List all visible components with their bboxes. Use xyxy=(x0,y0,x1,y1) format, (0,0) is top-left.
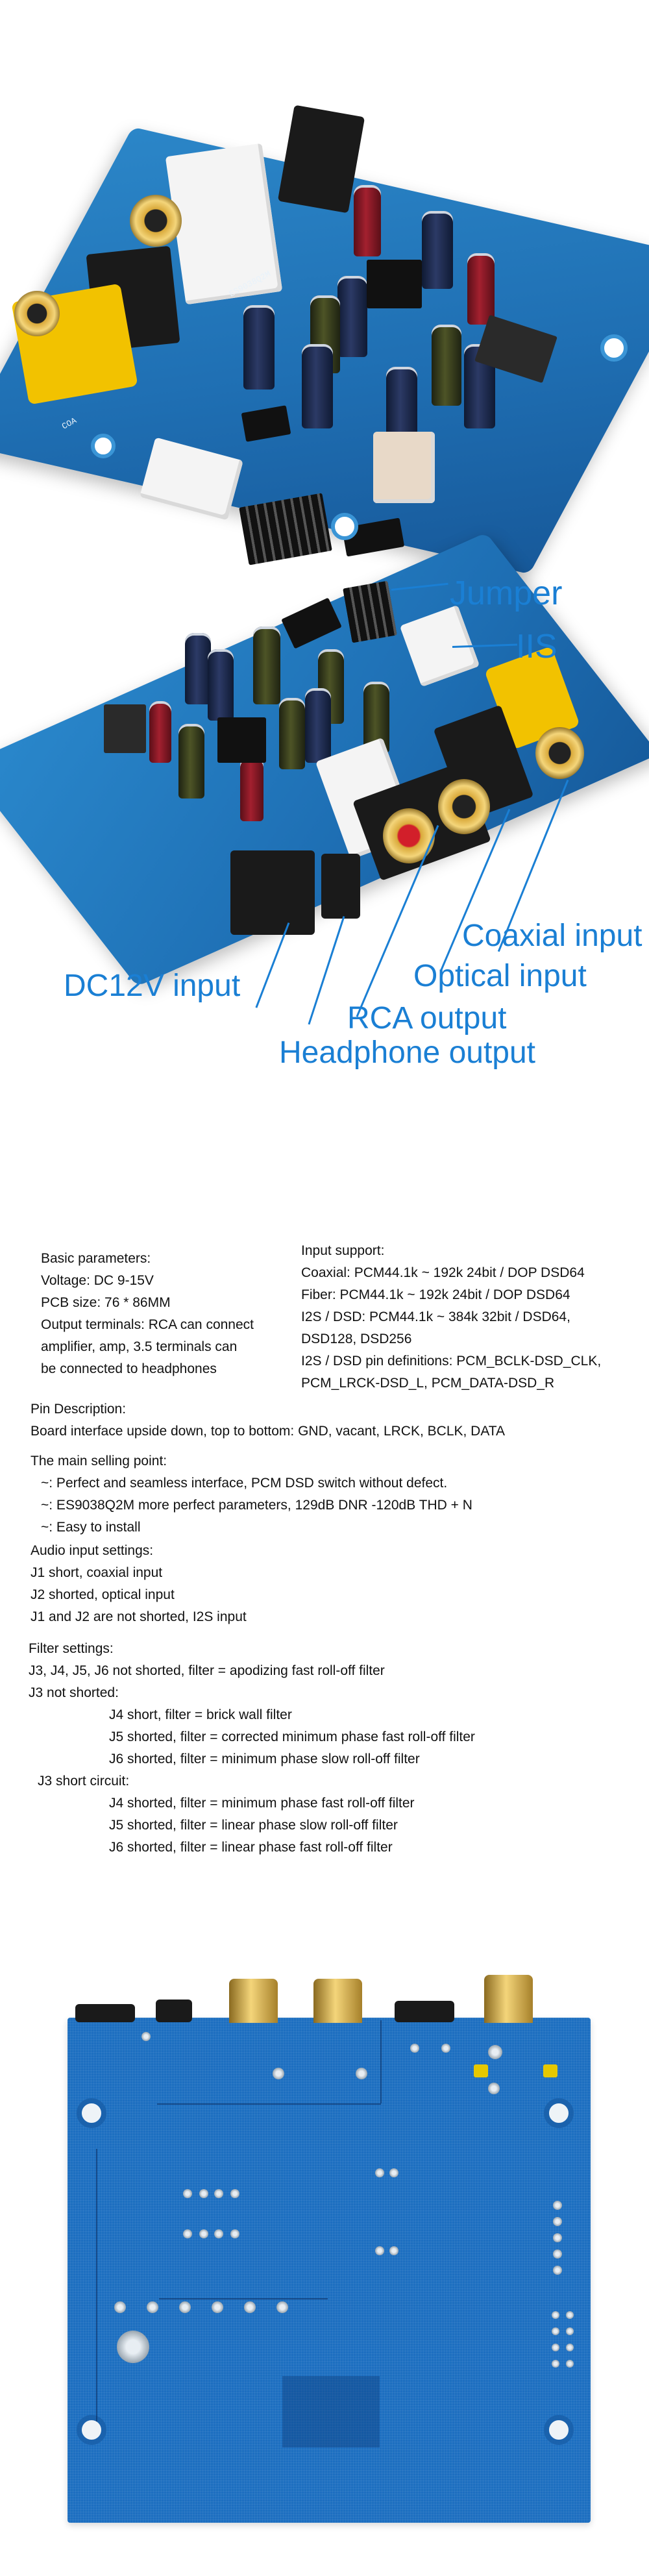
solder-pad xyxy=(553,2201,562,2210)
coaxial-jack-ring xyxy=(535,727,584,779)
capacitor xyxy=(253,626,280,704)
product-photo-top-view xyxy=(0,0,649,545)
solder-pad xyxy=(553,2217,562,2226)
spec-heading: Basic parameters: xyxy=(41,1251,151,1266)
optical-jack-edge xyxy=(395,2001,454,2022)
mounting-hole xyxy=(91,434,116,458)
solder-pad xyxy=(183,2229,192,2238)
spec-line: amplifier, amp, 3.5 terminals can xyxy=(41,1339,238,1354)
ground-plane xyxy=(282,2376,380,2447)
opamp-chip xyxy=(217,717,266,763)
capacitor xyxy=(432,325,461,406)
solder-pad xyxy=(552,2360,559,2368)
callout-dc12v-input: DC12V input xyxy=(64,969,241,1003)
coaxial-silkscreen: COA xyxy=(60,415,79,432)
spec-selling-points xyxy=(31,1450,472,1539)
spec-input-support xyxy=(301,1240,601,1394)
spec-heading: The main selling point: xyxy=(31,1454,167,1468)
spec-line: PCB size: 76 * 86MM xyxy=(41,1295,171,1310)
solder-pad xyxy=(212,2301,223,2313)
pcb-trace xyxy=(159,2298,328,2299)
solder-pad xyxy=(230,2189,239,2198)
spec-line: J1 and J2 are not shorted, I2S input xyxy=(31,1609,247,1624)
spec-line: J2 shorted, optical input xyxy=(31,1587,175,1602)
rca-jack-red xyxy=(383,808,435,863)
solder-pad xyxy=(389,2246,398,2255)
capacitor xyxy=(240,756,263,821)
solder-pad xyxy=(566,2327,574,2335)
jumper-header xyxy=(343,581,397,643)
spec-bullet: ~: ES9038Q2M more perfect parameters, 129dB DNR -120dB THD + N xyxy=(41,1498,472,1513)
spec-line: J4 short, filter = brick wall filter xyxy=(109,1707,292,1722)
spec-subheading: J3 not shorted: xyxy=(29,1685,119,1700)
spec-audio-input-settings xyxy=(31,1540,247,1628)
solder-pad xyxy=(566,2360,574,2368)
capacitor xyxy=(337,276,367,357)
capacitor xyxy=(149,701,171,763)
mounting-hole xyxy=(77,2098,106,2128)
capacitor xyxy=(208,649,234,721)
callout-optical-input: Optical input xyxy=(413,959,587,993)
rca-jack-white xyxy=(438,779,490,834)
voltage-regulator xyxy=(104,704,146,753)
solder-pad xyxy=(566,2344,574,2351)
solder-pad xyxy=(214,2229,223,2238)
spec-line: J6 shorted, filter = linear phase fast roll-off filter xyxy=(109,1840,393,1855)
spec-line: Voltage: DC 9-15V xyxy=(41,1273,154,1288)
spec-line: Coaxial: PCM44.1k ~ 192k 24bit / DOP DSD64 xyxy=(301,1265,585,1280)
mounting-hole xyxy=(77,2415,106,2445)
capacitor xyxy=(185,633,211,704)
power-connector xyxy=(373,432,435,503)
pcb-trace xyxy=(157,2103,381,2105)
rca-jack-right xyxy=(313,1979,362,2023)
solder-pad xyxy=(356,2068,367,2079)
rca-jack-gold xyxy=(130,195,182,247)
solder-pad xyxy=(566,2311,574,2319)
capacitor xyxy=(243,305,275,390)
solder-pad xyxy=(273,2068,284,2079)
yellow-component xyxy=(474,2064,488,2077)
dc-jack-edge xyxy=(75,2004,135,2022)
dc-power-jack xyxy=(230,850,315,935)
large-solder-pad xyxy=(117,2331,149,2363)
solder-pad xyxy=(375,2168,384,2177)
spec-heading: Pin Description: xyxy=(31,1402,127,1417)
yellow-component xyxy=(543,2064,557,2077)
mounting-hole xyxy=(600,334,628,362)
spec-line: J4 shorted, filter = minimum phase fast roll-off filter xyxy=(109,1796,415,1811)
spec-line: Output terminals: RCA can connect xyxy=(41,1317,254,1332)
spec-line: be connected to headphones xyxy=(41,1361,217,1376)
callout-iis: IIS xyxy=(516,628,557,665)
spec-basic-parameters xyxy=(41,1248,254,1380)
solder-pad xyxy=(488,2045,502,2059)
callout-coaxial-input: Coaxial input xyxy=(462,919,643,953)
spec-line: J1 short, coaxial input xyxy=(31,1565,163,1580)
mounting-hole xyxy=(331,513,358,540)
solder-pad xyxy=(199,2189,208,2198)
capacitor xyxy=(279,698,305,769)
solder-pad xyxy=(553,2266,562,2275)
solder-pad xyxy=(183,2189,192,2198)
spec-bullet: ~: Easy to install xyxy=(41,1520,141,1535)
spec-line: J3, J4, J5, J6 not shorted, filter = apodizing fast roll-off filter xyxy=(29,1663,385,1678)
opamp-chip xyxy=(367,260,422,308)
spec-line: DSD128, DSD256 xyxy=(301,1331,412,1346)
solder-pad xyxy=(553,2233,562,2242)
capacitor xyxy=(422,211,453,289)
capacitor xyxy=(302,344,333,428)
spec-line: Fiber: PCM44.1k ~ 192k 24bit / DOP DSD64 xyxy=(301,1287,570,1302)
coaxial-jack-ring xyxy=(14,291,60,336)
solder-pad xyxy=(552,2344,559,2351)
callout-headphone-output: Headphone output xyxy=(279,1035,536,1070)
mounting-hole xyxy=(544,2098,574,2128)
solder-pad xyxy=(179,2301,191,2313)
solder-pad xyxy=(552,2327,559,2335)
solder-pad xyxy=(488,2083,500,2094)
solder-pad xyxy=(552,2311,559,2319)
chip-marking: ES9038Q2M xyxy=(227,269,273,299)
spec-line: PCM_LRCK-DSD_L, PCM_DATA-DSD_R xyxy=(301,1376,555,1391)
solder-pad xyxy=(214,2189,223,2198)
spec-heading: Audio input settings: xyxy=(31,1543,154,1558)
spec-pin-description xyxy=(31,1398,505,1443)
callout-jumper: Jumper xyxy=(450,575,563,612)
spec-line: I2S / DSD: PCM44.1k ~ 384k 32bit / DSD64, xyxy=(301,1309,570,1324)
headphone-jack-edge xyxy=(156,2000,192,2022)
coaxial-jack-edge xyxy=(484,1975,533,2023)
solder-pad xyxy=(244,2301,256,2313)
capacitor xyxy=(354,185,381,256)
solder-pad xyxy=(375,2246,384,2255)
rca-jack-left xyxy=(229,1979,278,2023)
solder-pad xyxy=(114,2301,126,2313)
spec-heading: Filter settings: xyxy=(29,1641,114,1656)
solder-pad xyxy=(276,2301,288,2313)
solder-pad xyxy=(553,2249,562,2259)
spec-filter-settings xyxy=(29,1638,475,1859)
spec-line: J5 shorted, filter = linear phase slow roll-off filter xyxy=(109,1818,398,1833)
solder-pad xyxy=(230,2229,239,2238)
callout-rca-output: RCA output xyxy=(347,1001,507,1035)
spec-line: I2S / DSD pin definitions: PCM_BCLK-DSD_CLK, xyxy=(301,1354,602,1368)
spec-heading: Input support: xyxy=(301,1243,385,1258)
solder-pad xyxy=(441,2044,450,2053)
spec-subheading: J3 short circuit: xyxy=(38,1774,130,1789)
solder-pad xyxy=(389,2168,398,2177)
capacitor xyxy=(467,253,495,325)
solder-pad xyxy=(141,2032,151,2041)
pcb-trace xyxy=(380,2020,382,2103)
mounting-hole xyxy=(544,2415,574,2445)
spec-line: J5 shorted, filter = corrected minimum phase fast roll-off filter xyxy=(109,1729,475,1744)
pcb-trace xyxy=(96,2149,97,2421)
spec-bullet: ~: Perfect and seamless interface, PCM DSD switch without defect. xyxy=(41,1476,448,1491)
headphone-jack xyxy=(321,854,360,919)
spec-line: Board interface upside down, top to bottom: GND, vacant, LRCK, BCLK, DATA xyxy=(31,1424,506,1439)
capacitor xyxy=(178,724,204,799)
solder-pad xyxy=(147,2301,158,2313)
spec-line: J6 shorted, filter = minimum phase slow roll-off filter xyxy=(109,1752,420,1766)
solder-pad xyxy=(410,2044,419,2053)
solder-pad xyxy=(199,2229,208,2238)
capacitor xyxy=(305,688,331,763)
